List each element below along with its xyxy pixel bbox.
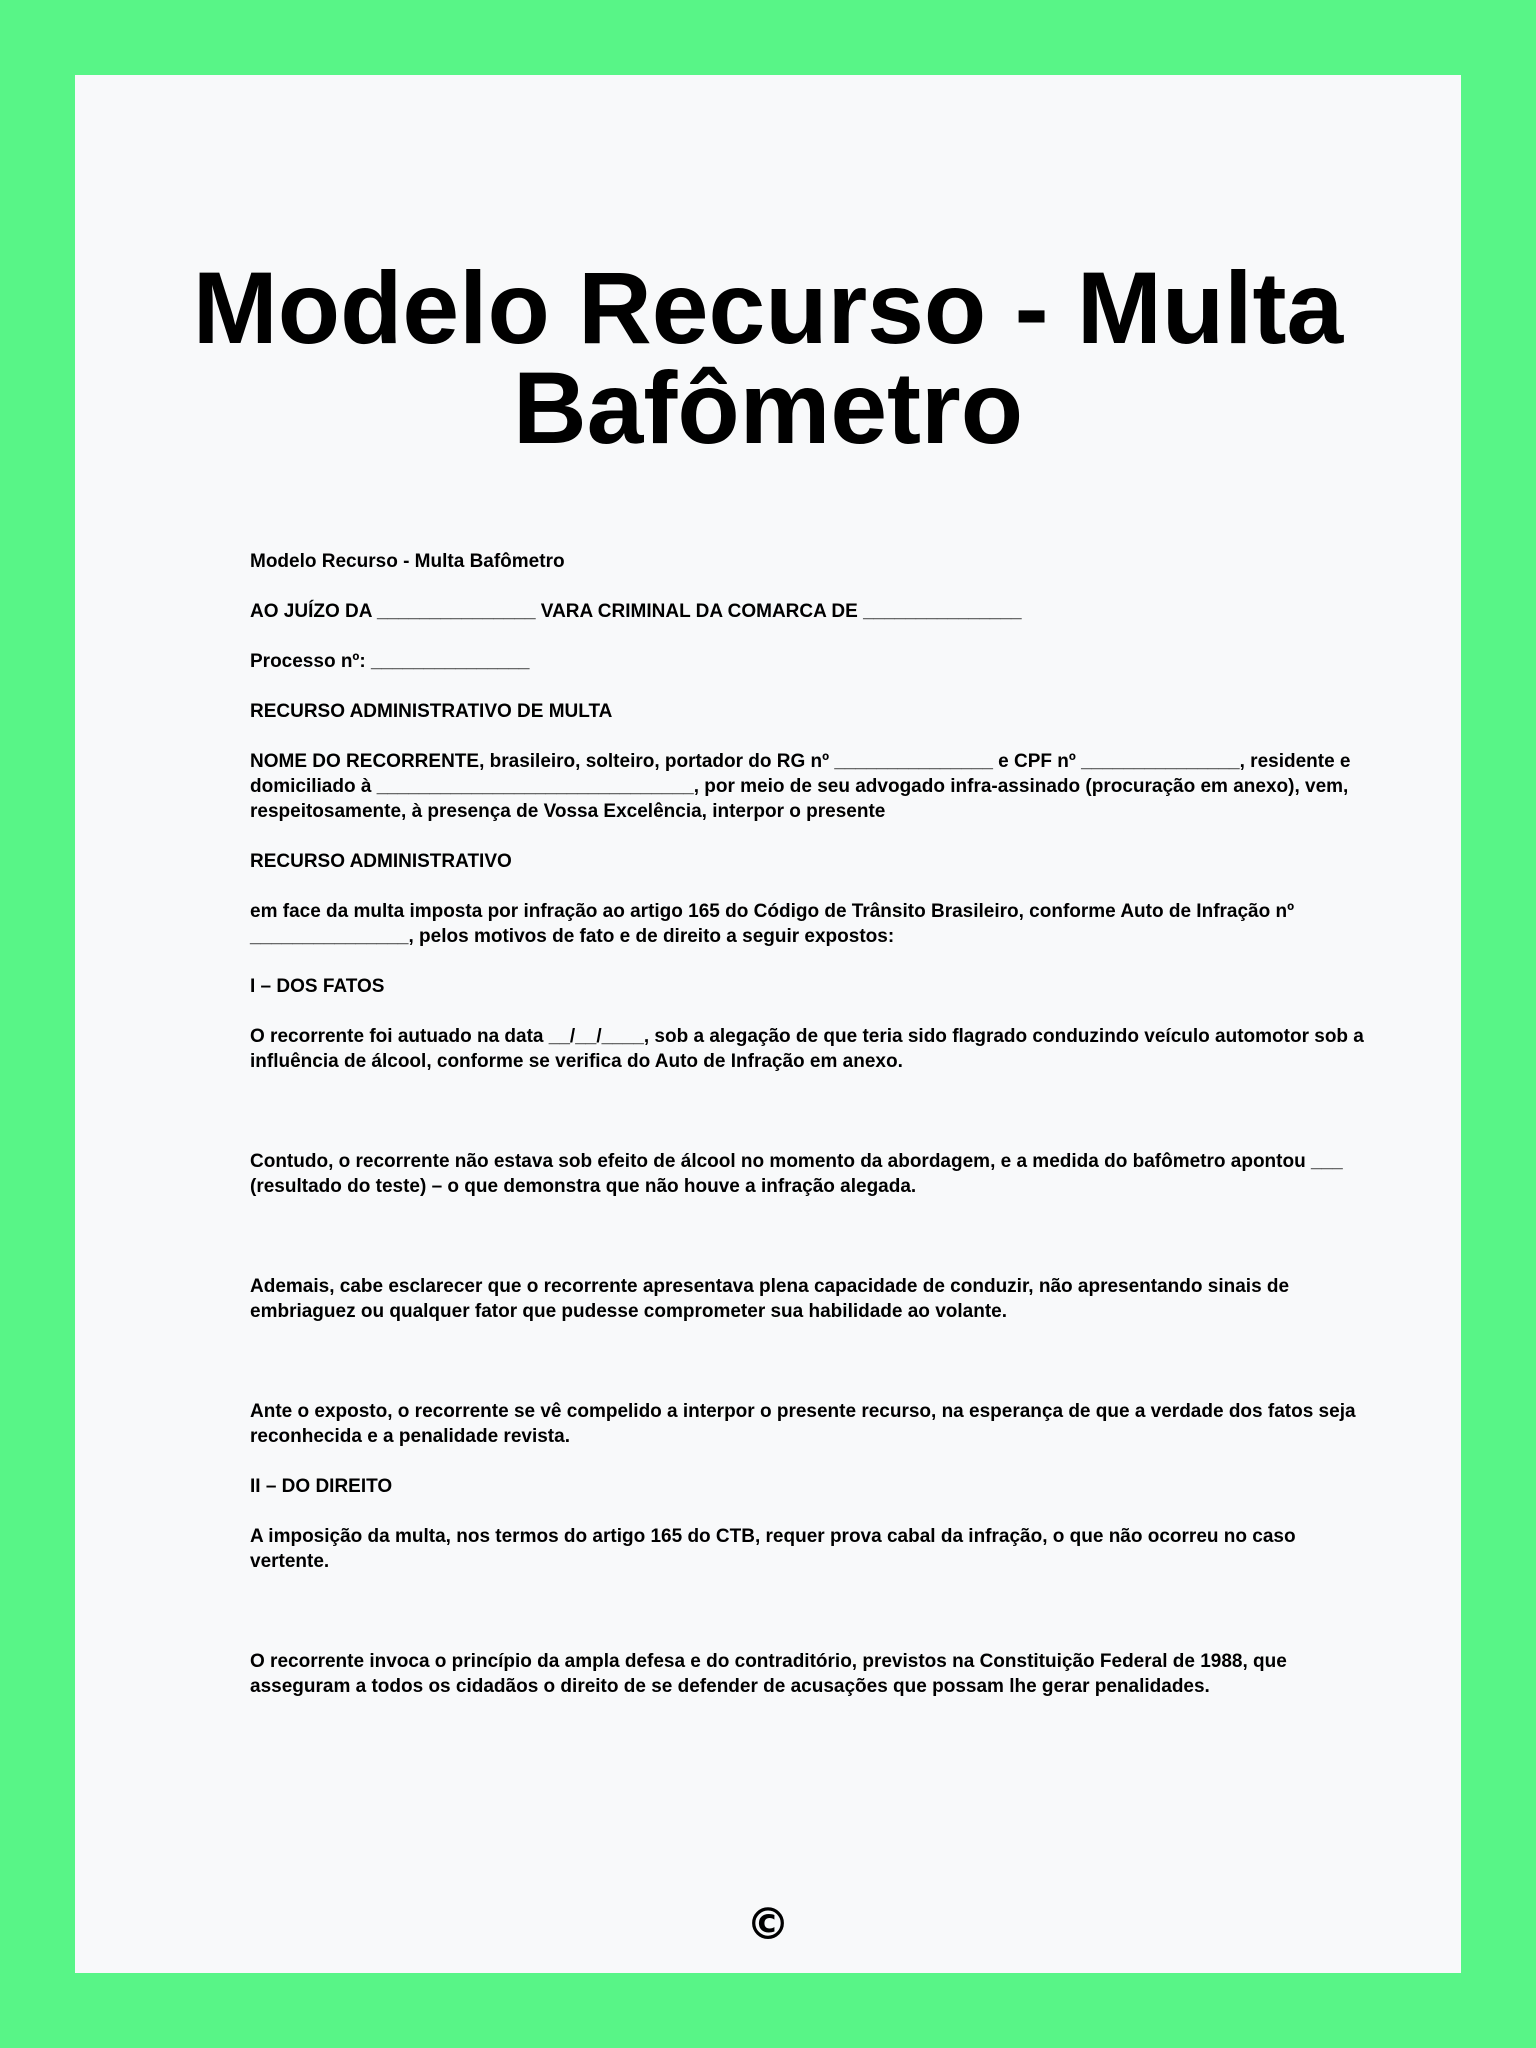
paragraph-face-multa: em face da multa imposta por infração ao artigo 165 do Código de Trânsito Brasileiro, conforme Auto de Infração nº _______________, pelos motivos de fato e de direito a seguir expostos: (250, 901, 1300, 947)
paragraph-contudo: Contudo, o recorrente não estava sob efeito de álcool no momento da abordagem, e a medida do bafômetro apontou ___ (resultado do teste) – o que demonstra que não houve a infração alegada. (250, 1151, 1348, 1197)
paragraph-recorrente: NOME DO RECORRENTE, brasileiro, solteiro, portador do RG nº _______________ e CPF nº _______________, residente e domiciliado à ______________________________, por meio de seu advogado infra-assinado (procuração em anexo), vem, respeitosamente, à presença de Vossa Excelência, interpor o presente (250, 751, 1356, 822)
doc-heading: Modelo Recurso - Multa Bafômetro (250, 551, 565, 572)
paragraph-autuado: O recorrente foi autuado na data __/__/____, sob a alegação de que teria sido flagrado conduzindo veículo automotor sob a influência de álcool, conforme se verifica do Auto de Infração em anexo. (250, 1026, 1370, 1072)
paragraph-ante-exposto: Ante o exposto, o recorrente se vê compelido a interpor o presente recurso, na esperança de que a verdade dos fatos seja reconhecida e a penalidade revista. (250, 1401, 1361, 1447)
section-heading-direito: II – DO DIREITO (250, 1476, 393, 1497)
document-page (75, 75, 1461, 1973)
document-body (250, 549, 1370, 1699)
copyright-icon: © (746, 1899, 790, 1950)
process-number: Processo nº: _______________ (250, 651, 530, 672)
section-heading-recurso: RECURSO ADMINISTRATIVO (250, 851, 512, 872)
paragraph-imposicao: A imposição da multa, nos termos do artigo 165 do CTB, requer prova cabal da infração, o que não ocorreu no caso vertente. (250, 1526, 1301, 1572)
paragraph-principio: O recorrente invoca o princípio da ampla defesa e do contraditório, previstos na Constituição Federal de 1988, que asseguram a todos os cidadãos o direito de se defender de acusações que possam lhe gerar penalidades. (250, 1651, 1293, 1697)
section-heading-recurso-multa: RECURSO ADMINISTRATIVO DE MULTA (250, 701, 613, 722)
court-address: AO JUÍZO DA _______________ VARA CRIMINAL DA COMARCA DE _______________ (250, 601, 1022, 622)
page-title: Modelo Recurso - Multa Bafômetro (192, 251, 1344, 465)
section-heading-fatos: I – DOS FATOS (250, 976, 385, 997)
paragraph-ademais: Ademais, cabe esclarecer que o recorrente apresentava plena capacidade de conduzir, não apresentando sinais de embriaguez ou qualquer fator que pudesse comprometer sua habilidade ao volante. (250, 1276, 1295, 1322)
